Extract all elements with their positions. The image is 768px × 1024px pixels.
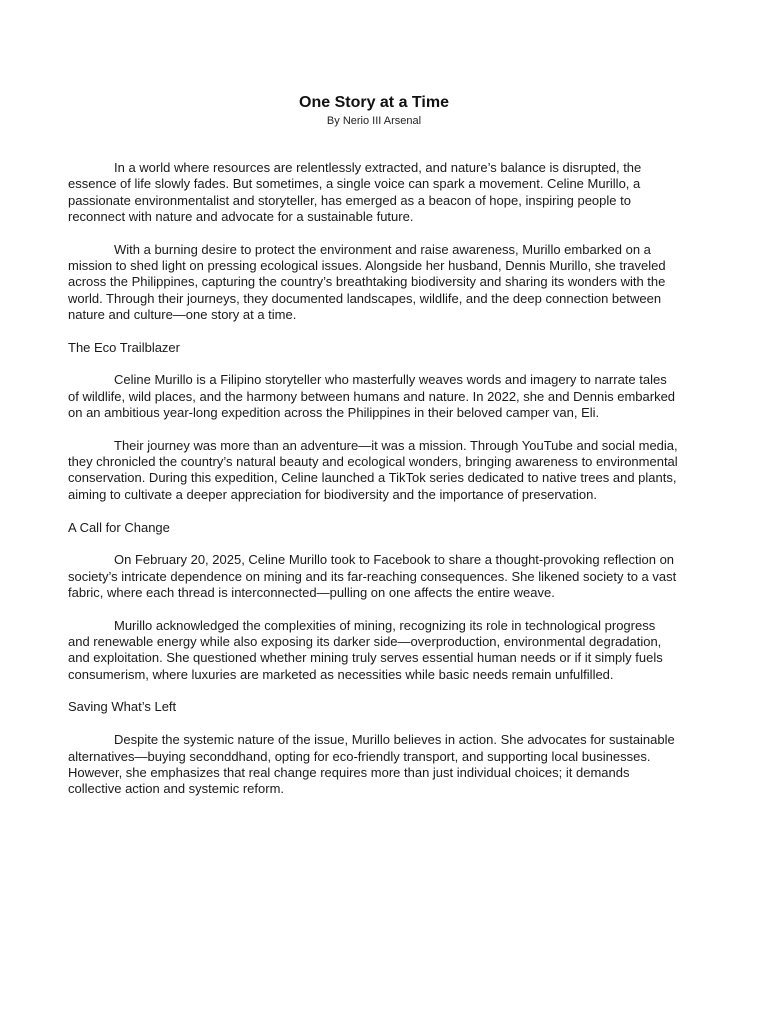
paragraph-saving-whats-left-1: Despite the systemic nature of the issue, Murillo believes in action. She advocates for sustainable alternatives—buying seconddhand, opting for eco-friendly transport, and supporting local businesses. However, she emphasizes that real change requires more than just individual choices; it demands collective action and systemic reform. [68,732,675,797]
paragraph-call-for-change-2: Murillo acknowledged the complexities of mining, recognizing its role in technological progress and renewable energy while also exposing its darker side—overproduction, environmental degradation, and exploitation. She questioned whether mining truly serves essential human needs or if it simply fuels consumerism, where luxuries are marketed as necessities while basic needs remain unfulfilled. [68,617,663,682]
section-heading-call-for-change: A Call for Change [68,519,170,535]
paragraph-intro-2: With a burning desire to protect the environment and raise awareness, Murillo embarked on a mission to shed light on pressing ecological issues. Alongside her husband, Dennis Murillo, she traveled across the Philippines, capturing the country’s breathtaking biodiversity and sharing its wonders with the world. Through their journeys, they documented landscapes, wildlife, and the deep connection between nature and culture—one story at a time. [68,241,666,322]
page-title: One Story at a Time [299,94,449,111]
paragraph-eco-trailblazer-2: Their journey was more than an adventure—it was a mission. Through YouTube and social media, they chronicled the country’s natural beauty and ecological wonders, bringing awareness to environmental conservation. During this expedition, Celine launched a TikTok series dedicated to native trees and plants, aiming to cultivate a deeper appreciation for biodiversity and the importance of preservation. [68,437,678,502]
paragraph-intro-1: In a world where resources are relentlessly extracted, and nature’s balance is disrupted, the essence of life slowly fades. But sometimes, a single voice can spark a movement. Celine Murillo, a passionate environmentalist and storyteller, has emerged as a beacon of hope, inspiring people to reconnect with nature and advocate for a sustainable future. [68,160,642,224]
section-heading-eco-trailblazer: The Eco Trailblazer [68,339,180,355]
paragraph-call-for-change-1: On February 20, 2025, Celine Murillo took to Facebook to share a thought-provoking reflection on society’s intricate dependence on mining and its far-reaching consequences. She likened society to a vast fabric, where each thread is interconnected—pulling on one affects the entire weave. [68,552,677,600]
section-heading-saving-whats-left: Saving What’s Left [68,699,177,715]
paragraph-eco-trailblazer-1: Celine Murillo is a Filipino storyteller who masterfully weaves words and imagery to narrate tales of wildlife, wild places, and the harmony between humans and nature. In 2022, she and Dennis embarked on an ambitious year-long expedition across the Philippines in their beloved camper van, Eli. [68,372,676,421]
article-body [68,160,680,797]
byline: By Nerio III Arsenal [326,115,422,127]
